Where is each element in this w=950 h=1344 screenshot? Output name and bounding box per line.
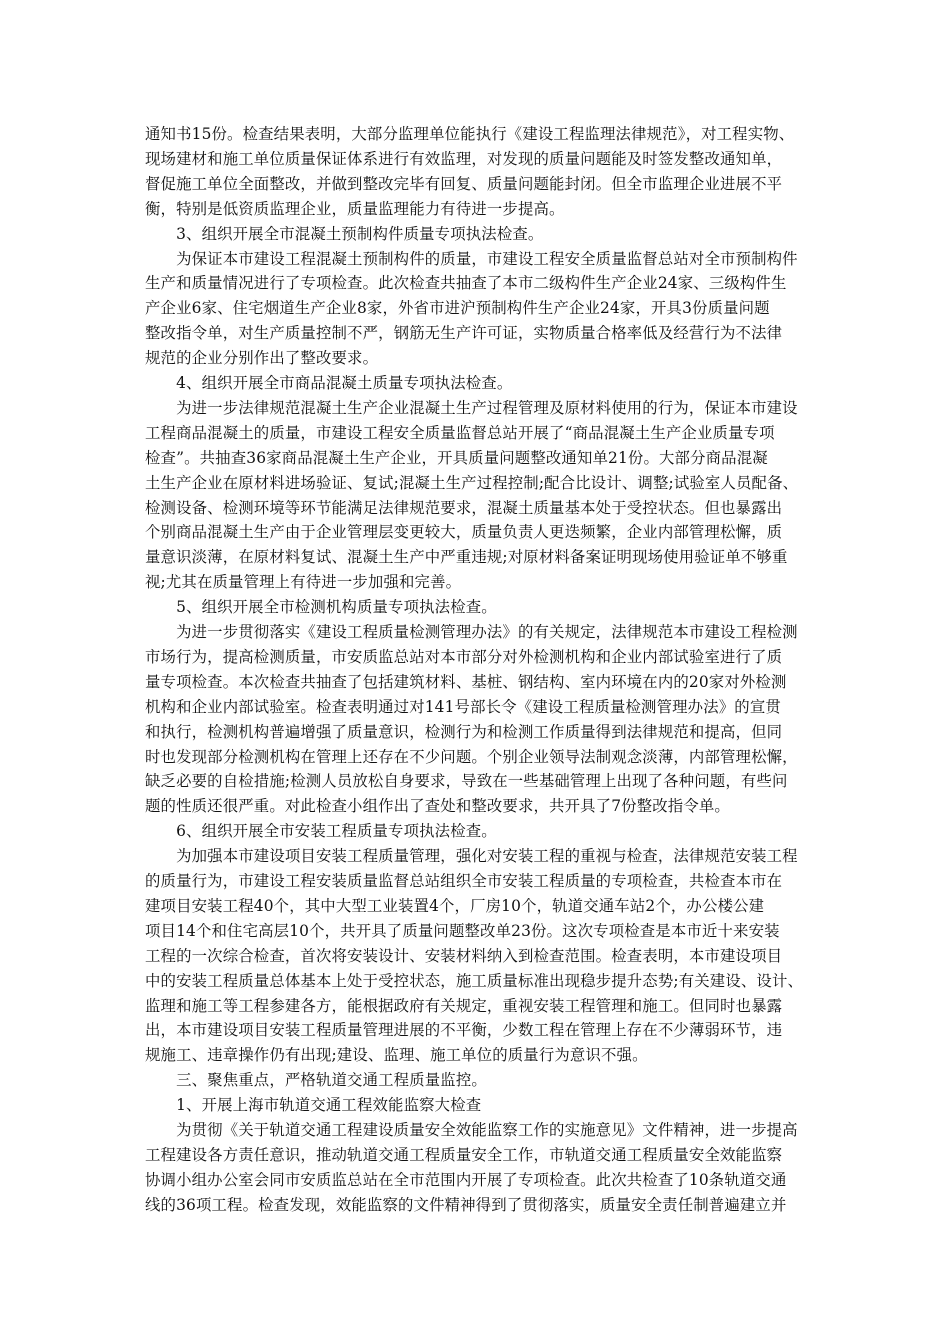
text-line: 工程建设各方责任意识，推动轨道交通工程质量安全工作，市轨道交通工程质量安全效能监察 (145, 1145, 783, 1164)
text-line: 工程商品混凝土的质量，市建设工程安全质量监督总站开展了“商品混凝土生产企业质量专项 (145, 423, 775, 442)
text-line: 检查”。共抽查36家商品混凝土生产企业，开具质量问题整改通知单21份。大部分商品混凝 (145, 448, 768, 467)
text-line: 为贯彻《关于轨道交通工程建设质量安全效能监察工作的实施意见》文件精神，进一步提高 (145, 1121, 798, 1139)
text-line: 检测设备、检测环境等环节能满足法律规范要求，混凝土质量基本处于受控状态。但也暴露出 (145, 498, 783, 517)
text-line: 为保证本市建设工程混凝土预制构件的质量，市建设工程安全质量监督总站对全市预制构件 (145, 249, 798, 268)
text-line: 三、聚焦重点，严格轨道交通工程质量监控。 (145, 1071, 487, 1090)
text-line: 规范的企业分别作出了整改要求。 (145, 349, 379, 368)
text-line: 时也发现部分检测机构在管理上还存在不少问题。个别企业领导法制观念淡薄，内部管理松懈， (145, 747, 798, 766)
text-line: 产企业6家、住宅烟道生产企业8家，外省市进沪预制构件生产企业24家，开具3份质量问题 (145, 299, 770, 318)
text-line: 市场行为，提高检测质量，市安质监总站对本市部分对外检测机构和企业内部试验室进行了质 (145, 647, 783, 666)
text-line: 督促施工单位全面整改，并做到整改完毕有回复、质量问题能封闭。但全市监理企业进展不平 (145, 174, 783, 193)
text-line: 视;尤其在质量管理上有待进一步加强和完善。 (145, 573, 462, 592)
text-line: 和执行，检测机构普遍增强了质量意识，检测行为和检测工作质量得到法律规范和提高，但同 (145, 722, 783, 741)
text-line: 土生产企业在原材料进场验证、复试;混凝土生产过程控制;配合比设计、调整;试验室人员配备、 (145, 473, 799, 492)
text-line: 的质量行为，市建设工程安装质量监督总站组织全市安装工程质量的专项检查，共检查本市在 (145, 872, 783, 890)
text-line: 整改指令单，对生产质量控制不严，钢筋无生产许可证，实物质量合格率低及经营行为不法律 (145, 324, 783, 343)
text-line: 中的安装工程质量总体基本上处于受控状态，施工质量标准出现稳步提升态势;有关建设、设计、 (145, 971, 804, 990)
text-line: 为进一步法律规范混凝土生产企业混凝土生产过程管理及原材料使用的行为，保证本市建设 (145, 398, 798, 417)
text-line: 协调小组办公室会同市安质监总站在全市范围内开展了专项检查。此次共检查了10条轨道交通 (145, 1170, 787, 1189)
text-line: 规施工、违章操作仍有出现;建设、监理、施工单位的质量行为意识不强。 (145, 1046, 648, 1065)
text-line: 线的36项工程。检查发现，效能监察的文件精神得到了贯彻落实，质量安全责任制普遍建立并 (145, 1195, 787, 1214)
text-line: 监理和施工等工程参建各方，能根据政府有关规定，重视安装工程管理和施工。但同时也暴露 (145, 996, 783, 1015)
text-line: 题的性质还很严重。对此检查小组作出了查处和整改要求，共开具了7份整改指令单。 (145, 797, 730, 816)
text-line: 为加强本市建设项目安装工程质量管理，强化对安装工程的重视与检查，法律规范安装工程 (145, 847, 798, 866)
text-line: 4、组织开展全市商品混凝土质量专项执法检查。 (145, 374, 513, 392)
text-line: 现场建材和施工单位质量保证体系进行有效监理，对发现的质量问题能及时签发整改通知单， (145, 149, 783, 168)
text-line: 工程的一次综合检查，首次将安装设计、安装材料纳入到检查范围。检查表明，本市建设项目 (145, 946, 783, 965)
text-line: 量专项检查。本次检查共抽查了包括建筑材料、基桩、钢结构、室内环境在内的20家对外检测 (145, 672, 787, 691)
text-line: 5、组织开展全市检测机构质量专项执法检查。 (145, 598, 497, 617)
text-line: 项目14个和住宅高层10个，共开具了质量问题整改单23份。这次专项检查是本市近十来安装 (145, 921, 780, 940)
text-line: 缺乏必要的自检措施;检测人员放松自身要求，导致在一些基础管理上出现了各种问题，有些问 (145, 772, 788, 791)
text-line: 出，本市建设项目安装工程质量管理进展的不平衡，少数工程在管理上存在不少薄弱环节，违 (145, 1021, 783, 1040)
text-line: 量意识淡薄，在原材料复试、混凝土生产中严重违规;对原材料备案证明现场使用验证单不够重 (145, 548, 788, 567)
text-line: 衡，特别是低资质监理企业，质量监理能力有待进一步提高。 (145, 199, 565, 218)
text-line: 1、开展上海市轨道交通工程效能监察大检查 (145, 1096, 482, 1115)
text-line: 3、组织开展全市混凝土预制构件质量专项执法检查。 (145, 224, 544, 243)
text-line: 建项目安装工程40个，其中大型工业装置4个，厂房10个，轨道交通车站2个，办公楼公建 (145, 896, 765, 915)
text-line: 个别商品混凝土生产由于企业管理层变更较大，质量负责人更迭频繁，企业内部管理松懈，质 (145, 523, 783, 542)
text-line: 生产和质量情况进行了专项检查。此次检查共抽查了本市二级构件生产企业24家、三级构件生 (145, 274, 787, 293)
text-line: 通知书15份。检查结果表明，大部分监理单位能执行《建设工程监理法律规范》，对工程实物、 (145, 125, 795, 143)
text-line: 机构和企业内部试验室。检查表明通过对141号部长令《建设工程质量检测管理办法》的宣贯 (145, 697, 781, 716)
text-line: 为进一步贯彻落实《建设工程质量检测管理办法》的有关规定，法律规范本市建设工程检测 (145, 623, 798, 641)
text-line: 6、组织开展全市安装工程质量专项执法检查。 (145, 822, 497, 841)
